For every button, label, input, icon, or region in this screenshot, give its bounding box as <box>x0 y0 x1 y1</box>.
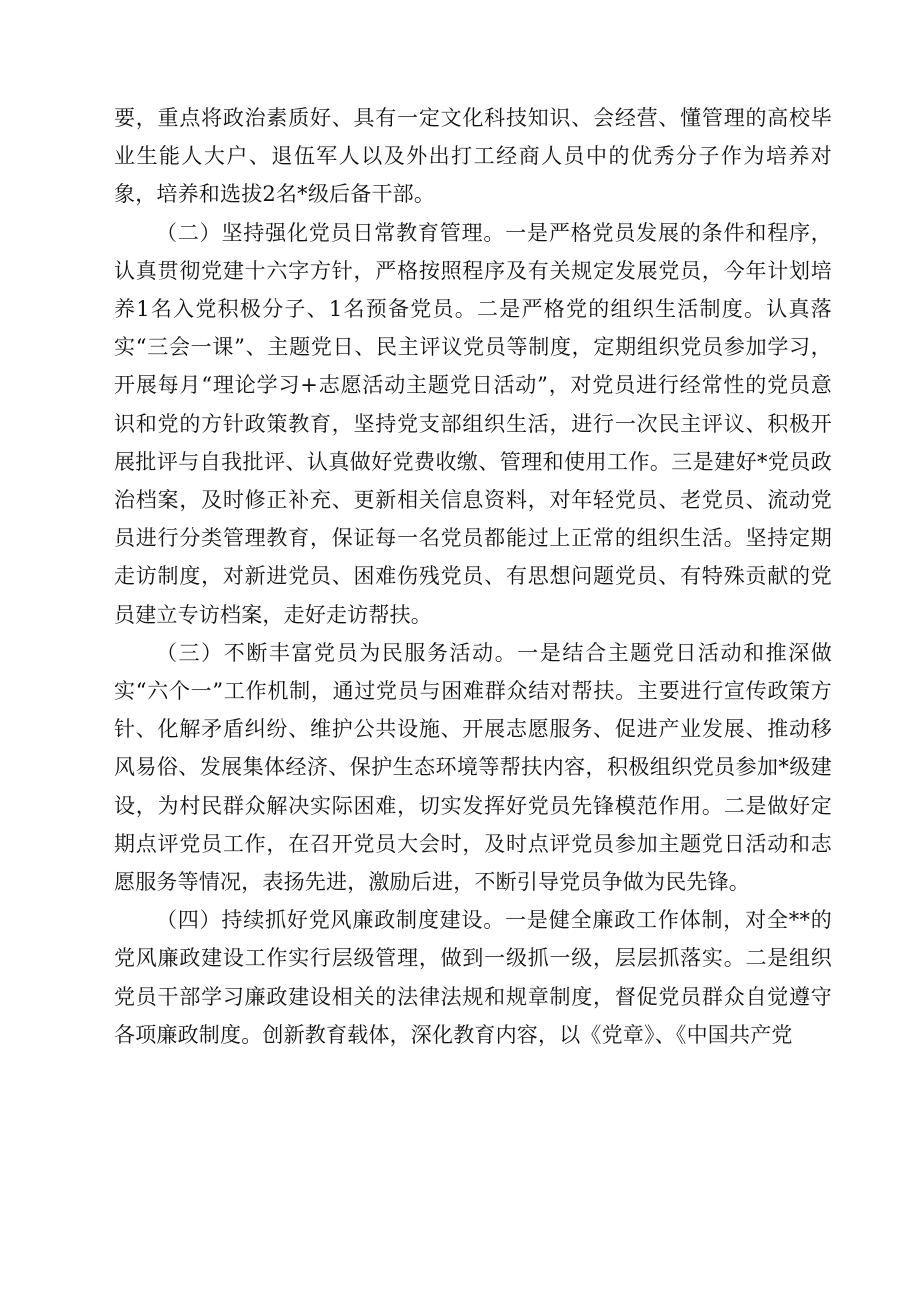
paragraph-section-4: （四）持续抓好党风廉政制度建设。一是健全廉政工作体制，对全**的党风廉政建设工作实行层级管理，做到一级抓一级，层层抓落实。二是组织党员干部学习廉政建设相关的法律法规和规章制度，督促党员群众自觉遵守各项廉政制度。创新教育载体，深化教育内容，以《党章》、《中国共产党 <box>114 908 832 1047</box>
document-body <box>114 99 832 1054</box>
paragraph-section-2: （二）坚持强化党员日常教育管理。一是严格党员发展的条件和程序，认真贯彻党建十六字方针，严格按照程序及有关规定发展党员，今年计划培养1名入党积极分子、1名预备党员。二是严格党的组织生活制度。认真落实“三会一课”、主题党日、民主评议党员等制度，定期组织党员参加学习，开展每月“理论学习+志愿活动主题党日活动”，对党员进行经常性的党员意识和党的方针政策教育，坚持党支部组织生活，进行一次民主评议、积极开展批评与自我批评、认真做好党费收缴、管理和使用工作。三是建好*党员政治档案，及时修正补充、更新相关信息资料，对年轻党员、老党员、流动党员进行分类管理教育，保证每一名党员都能过上正常的组织生活。坚持定期走访制度，对新进党员、困难伤残党员、有思想问题党员、有特殊贡献的党员建立专访档案，走好走访帮扶。 <box>114 220 832 627</box>
paragraph-continuation: 要，重点将政治素质好、具有一定文化科技知识、会经营、懂管理的高校毕业生能人大户、退伍军人以及外出打工经商人员中的优秀分子作为培养对象，培养和选拔2名*级后备干部。 <box>114 106 832 207</box>
paragraph-section-3: （三）不断丰富党员为民服务活动。一是结合主题党日活动和推深做实“六个一”工作机制，通过党员与困难群众结对帮扶。主要进行宣传政策方针、化解矛盾纠纷、维护公共设施、开展志愿服务、促进产业发展、推动移风易俗、发展集体经济、保护生态环境等帮扶内容，积极组织党员参加*级建设，为村民群众解决实际困难，切实发挥好党员先锋模范作用。二是做好定期点评党员工作，在召开党员大会时，及时点评党员参加主题党日活动和志愿服务等情况，表扬先进，激励后进，不断引导党员争做为民先锋。 <box>114 640 832 895</box>
